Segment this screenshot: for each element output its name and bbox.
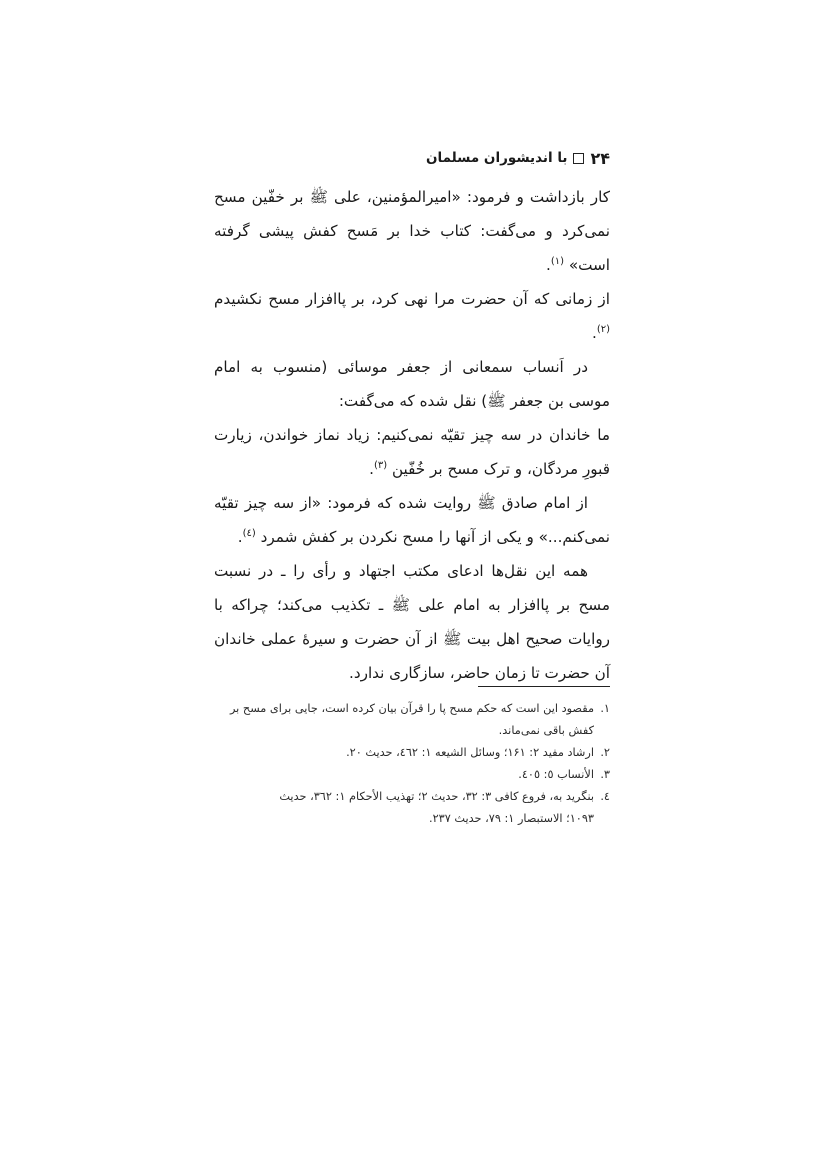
paragraph-sadiq: از امام صادق ﷺ روایت شده که فرمود: «از سه چیز تقیّه نمی‌کنم...» و یکی از آنها را مسح نکردن بر کفش شمرد $^{(٤)}$. (214, 494, 610, 546)
square-bullet-icon (573, 153, 584, 164)
running-title: با اندیشوران مسلمان (425, 150, 568, 166)
main-text (214, 180, 610, 690)
paragraph-ansab: در اَنساب سمعانی از جعفر موسائی (منسوب به امام موسی بن جعفر ﷺ) نقل شده که می‌گفت: (214, 358, 610, 410)
footnote-divider (478, 686, 610, 687)
paragraph-conclusion: همه این نقل‌ها ادعای مکتب اجتهاد و رأی را ـ در نسبت مسح بر پاافزار به امام علی ﷺ ـ تکذیب می‌کند؛ چراکه با روایات صحیح اهل بیت ﷺ از آن حضرت و سیرهٔ عملی خاندان آن حضرت تا زمان حاضر، سازگاری ندارد. (214, 562, 610, 682)
footnote-ref-4: (٤) (242, 527, 256, 539)
footnotes (214, 698, 610, 830)
footnote-ref-1: (۱) (550, 255, 565, 267)
footnote-ref-2: (۲) (596, 323, 610, 335)
page-number: ۲۴ (590, 148, 610, 168)
footnote-4-continued: ۱۰۹۳؛ الاستبصار ۱: ۷۹، حدیث ۲۳۷. (428, 812, 594, 825)
paragraph-quote-3: ما خاندان در سه چیز تقیّه نمی‌کنیم: زیاد نماز خواندن، زیارت قبورِ مردگان، و ترک مسح بر خُفّین $^{(۳)}$. (214, 426, 610, 478)
footnote-1: ۱.مقصود این است که حکم مسح پا را قرآن بیان کرده است، جایی برای مسح بر (229, 702, 610, 715)
footnote-4: ٤.بنگرید به، فروع کافی ۳: ۳۲، حدیث ۲؛ تهذیب الأحکام ۱: ۳٦۲، حدیث (279, 790, 610, 803)
footnote-3: ۳.الأنساب ٥: ٤٠٥. (518, 768, 610, 781)
paragraph-quote-2: از زمانی که آن حضرت مرا نهی کرد، بر پاافزار مسح نکشیدم $^{(۲)}$. (214, 290, 610, 342)
footnote-1-continued: کفش باقی نمی‌ماند. (498, 724, 594, 737)
paragraph-quote-1: کار بازداشت و فرمود: «امیرالمؤمنین، علی ﷺ بر خفّین مسح نمی‌کرد و می‌گفت: کتاب خدا بر مَسح کفش پیشی گرفته است» $^{(۱)}$. (214, 188, 610, 274)
footnote-ref-3: (۳) (373, 459, 388, 471)
footnote-2: ۲.ارشاد مفید ۲: ۱۶۱؛ وسائل الشیعه ۱: ٤٦٢، حدیث ۲۰. (346, 746, 610, 759)
page-header (190, 147, 610, 169)
